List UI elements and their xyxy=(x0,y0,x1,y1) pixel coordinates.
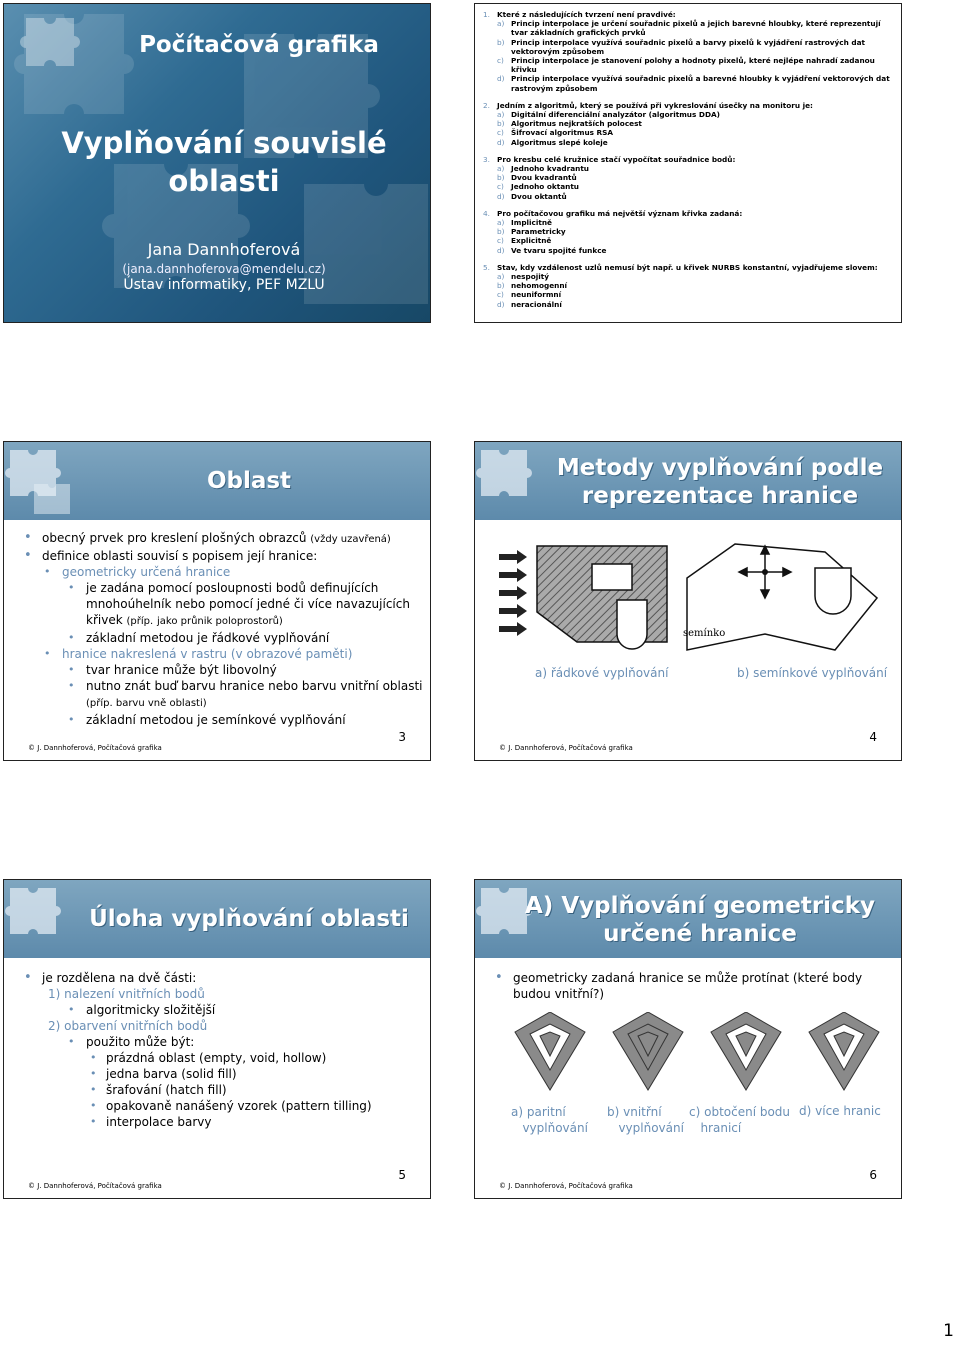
bullet: • základní metodou je semínkové vyplňování xyxy=(24,712,424,728)
option-letter: b) xyxy=(497,227,505,237)
caption-inside: b) vnitřní vyplňování xyxy=(607,1105,684,1135)
slide-uloha xyxy=(3,879,431,1199)
option-letter: d) xyxy=(497,137,505,147)
quiz-question xyxy=(483,101,895,110)
quiz-list xyxy=(483,10,895,309)
institute-name: Ústav informatiky, PEF MZLU xyxy=(123,277,325,293)
bullet: • základní metodou je řádkové vyplňování xyxy=(24,630,424,646)
option-letter: c) xyxy=(497,128,504,138)
option-letter: b) xyxy=(497,119,505,129)
fill-type-item: • opakovaně nanášený vzorek (pattern tilling) xyxy=(24,1098,424,1114)
slide-content xyxy=(24,970,424,1130)
quiz-question xyxy=(483,155,895,164)
quiz-option xyxy=(483,236,895,245)
caption-winding: c) obtočení bodu hranicí xyxy=(689,1105,791,1135)
slide-footer: © J. Dannhoferová, Počítačová grafika xyxy=(28,1182,162,1190)
bullet: • geometricky zadaná hranice se může protínat (které body budou vnitřní?) xyxy=(495,970,895,1002)
option-text: Princip interpolace využívá souřadnic pixelů a barevné hloubky k vyjádření vektorových dat rastrovým způsobem xyxy=(511,74,890,93)
title-bar xyxy=(475,442,901,520)
author-email: (jana.dannhoferova@mendelu.cz) xyxy=(122,262,326,276)
option-letter: d) xyxy=(497,74,505,84)
bullet: • definice oblasti souvisí s popisem její hranice: xyxy=(24,548,424,564)
slide-number: 5 xyxy=(398,1168,406,1182)
option-text: neuniformní xyxy=(511,290,562,300)
title-bar xyxy=(4,880,430,958)
slide-title: Oblast xyxy=(206,468,292,494)
caption-multiple: d) více hranic xyxy=(799,1104,881,1118)
presentation-subtitle: Vyplňování souvislé oblasti xyxy=(61,126,387,198)
option-text: Princip interpolace je stanovení polohy a hodnoty pixelů, které nejlépe nahradí zadanou křivku xyxy=(511,56,875,75)
option-letter: a) xyxy=(497,218,505,228)
question-number: 5. xyxy=(483,262,490,272)
title-bar xyxy=(4,442,430,520)
option-letter: a) xyxy=(497,164,505,174)
question-number: 3. xyxy=(483,154,490,164)
slide-metody xyxy=(474,441,902,761)
slide-title: A) Vyplňování geometricky určené hranice xyxy=(525,893,875,947)
caption-scanline: a) řádkové vyplňování xyxy=(535,666,669,680)
option-letter: d) xyxy=(497,191,505,201)
fill-type-item: • šrafování (hatch fill) xyxy=(24,1082,424,1098)
option-text: Implicitně xyxy=(511,218,553,228)
slide-content xyxy=(495,970,895,1002)
fill-type-item: • interpolace barvy xyxy=(24,1114,424,1130)
option-text: Princip interpolace využívá souřadnic pixelů a barvy pixelů k vyjádření rastrových dat vektorovým způsobem xyxy=(511,37,865,56)
slide-title: Úloha vyplňování oblasti xyxy=(89,906,409,932)
bullet: • je rozdělena na dvě části: xyxy=(24,970,424,986)
seed-label: semínko xyxy=(683,628,726,639)
option-text: nespojitý xyxy=(511,272,549,282)
caption-parity: a) paritní vyplňování xyxy=(511,1105,588,1135)
question-number: 1. xyxy=(483,10,490,19)
bullet: • je zadána pomocí posloupnosti bodů definujících mnohoúhelník nebo pomocí jedné či více navazujících křivek (příp. jako průnik poloprostorů) xyxy=(24,580,424,630)
quiz-option xyxy=(483,173,895,182)
quiz-question xyxy=(483,263,895,272)
question-number: 4. xyxy=(483,208,490,218)
bullet: • nutno znát buď barvu hranice nebo barvu vnitřní oblasti (příp. barvu vně oblasti) xyxy=(24,678,424,712)
bullet: • hranice nakreslená v rastru (v obrazové paměti) xyxy=(24,646,424,662)
caption-seed: b) semínkové vyplňování xyxy=(737,666,888,680)
option-text: Šifrovací algoritmus RSA xyxy=(511,128,614,138)
quiz-option xyxy=(483,246,895,255)
quiz-option xyxy=(483,74,895,92)
slide-number: 4 xyxy=(869,730,877,744)
quiz-option xyxy=(483,19,895,37)
bullet: • použito může být: xyxy=(24,1034,424,1050)
option-letter: c) xyxy=(497,290,504,300)
option-letter: d) xyxy=(497,299,505,309)
option-text: Explicitně xyxy=(511,236,552,246)
question-text: Jedním z algoritmů, který se používá při vykreslování úsečky na monitoru je: xyxy=(497,100,813,110)
question-text: Pro kresbu celé kružnice stačí vypočítat souřadnice bodů: xyxy=(497,154,736,164)
quiz-option xyxy=(483,290,895,299)
option-letter: c) xyxy=(497,182,504,192)
option-text: nehomogenní xyxy=(511,281,568,291)
option-text: neracionální xyxy=(511,299,562,309)
author-name: Jana Dannhoferová xyxy=(147,240,301,259)
question-text: Které z následujících tvrzení není pravdivé: xyxy=(497,10,676,19)
option-text: Ve tvaru spojité funkce xyxy=(511,245,607,255)
fill-type-item: • prázdná oblast (empty, void, hollow) xyxy=(24,1050,424,1066)
quiz-option xyxy=(483,272,895,281)
quiz-option xyxy=(483,182,895,191)
slide-title: Metody vyplňování podle reprezentace hranice xyxy=(556,455,884,509)
option-text: Jednoho oktantu xyxy=(511,182,579,192)
option-letter: a) xyxy=(497,110,505,120)
fill-rule-figures xyxy=(505,1012,885,1100)
quiz-option xyxy=(483,56,895,74)
quiz-option xyxy=(483,110,895,119)
seed-fill-figure xyxy=(685,538,885,658)
option-letter: b) xyxy=(497,281,505,291)
option-text: Jednoho kvadrantu xyxy=(511,164,589,174)
slide-geometric-fill xyxy=(474,879,902,1199)
quiz-option xyxy=(483,128,895,137)
bullet: • tvar hranice může být libovolný xyxy=(24,662,424,678)
option-letter: b) xyxy=(497,37,505,47)
puzzle-icon xyxy=(4,442,74,520)
slide-number: 6 xyxy=(869,1168,877,1182)
quiz-option xyxy=(483,218,895,227)
slide-content xyxy=(24,530,424,728)
option-text: Digitální diferenciální analyzátor (algoritmus DDA) xyxy=(511,110,720,120)
slide-footer: © J. Dannhoferová, Počítačová grafika xyxy=(28,744,162,752)
slide-number: 3 xyxy=(398,730,406,744)
option-text: Algoritmus nejkratších polocest xyxy=(511,119,642,129)
puzzle-icon xyxy=(4,880,74,958)
option-text: Dvou oktantů xyxy=(511,191,567,201)
bullet: • obecný prvek pro kreslení plošných obrazců (vždy uzavřená) xyxy=(24,530,424,548)
scanline-fill-figure xyxy=(497,542,677,652)
option-text: Algoritmus slepé koleje xyxy=(511,137,608,147)
slide-oblast xyxy=(3,441,431,761)
slide-quiz xyxy=(474,3,902,323)
fill-type-item: • jedna barva (solid fill) xyxy=(24,1066,424,1082)
option-letter: d) xyxy=(497,245,505,255)
question-number: 2. xyxy=(483,100,490,110)
slide-footer: © J. Dannhoferová, Počítačová grafika xyxy=(499,744,633,752)
question-text: Stav, kdy vzdálenost uzlů nemusí být např. u křivek NURBS konstantní, vyjadřujeme slovem: xyxy=(497,262,878,272)
title-bar xyxy=(475,880,901,958)
option-letter: a) xyxy=(497,272,505,282)
option-text: Princip interpolace je určení souřadnic pixelů a jejich barevné hloubky, které reprezentují tvar základních grafických prvků xyxy=(511,19,881,38)
option-letter: c) xyxy=(497,236,504,246)
quiz-option xyxy=(483,281,895,290)
quiz-option xyxy=(483,300,895,309)
bullet: • geometricky určená hranice xyxy=(24,564,424,580)
quiz-option xyxy=(483,119,895,128)
page-number: 1 xyxy=(943,1321,954,1341)
quiz-option xyxy=(483,227,895,236)
slide-footer: © J. Dannhoferová, Počítačová grafika xyxy=(499,1182,633,1190)
presentation-title: Počítačová grafika xyxy=(139,32,379,58)
option-text: Dvou kvadrantů xyxy=(511,173,577,183)
quiz-question xyxy=(483,10,895,19)
puzzle-icon xyxy=(475,442,545,520)
bullet: • algoritmicky složitější xyxy=(24,1002,424,1018)
quiz-option xyxy=(483,38,895,56)
question-text: Pro počítačovou grafiku má největší význam křivka zadaná: xyxy=(497,208,743,218)
slide-title xyxy=(3,3,431,323)
numbered-item: 2) obarvení vnitřních bodů xyxy=(48,1019,208,1033)
quiz-option xyxy=(483,192,895,201)
option-text: Parametricky xyxy=(511,227,566,237)
option-letter: c) xyxy=(497,56,504,66)
quiz-option xyxy=(483,138,895,147)
option-letter: a) xyxy=(497,19,505,29)
numbered-item: 1) nalezení vnitřních bodů xyxy=(48,987,205,1001)
quiz-question xyxy=(483,209,895,218)
option-letter: b) xyxy=(497,173,505,183)
quiz-option xyxy=(483,164,895,173)
